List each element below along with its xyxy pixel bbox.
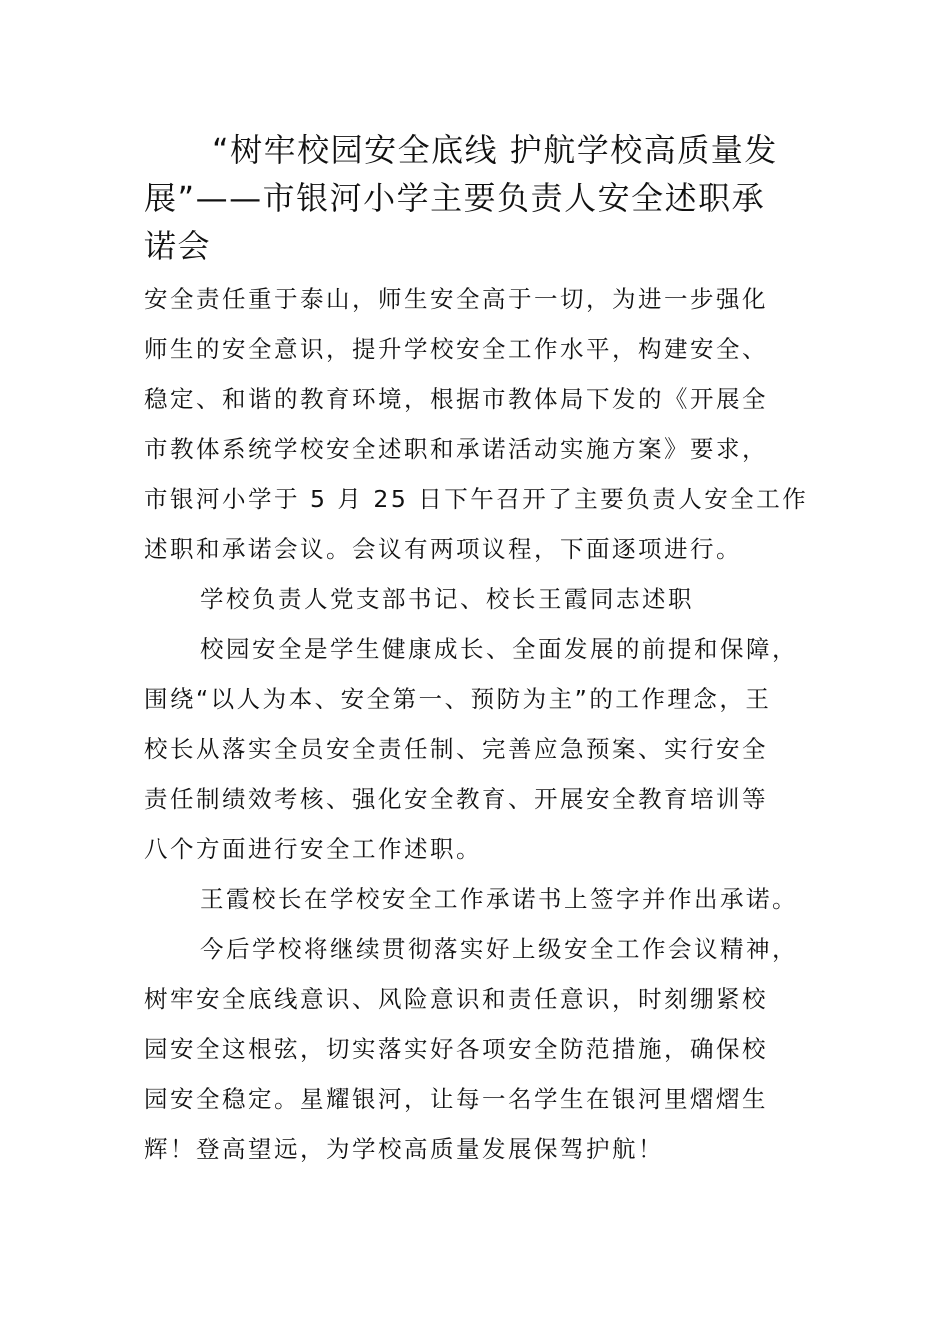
text-line: 校长从落实全员安全责任制、完善应急预案、实行安全 <box>144 735 768 763</box>
document-body <box>144 278 844 1178</box>
text-line: 市教体系统学校安全述职和承诺活动实施方案》要求， <box>144 435 768 463</box>
title-line: “树牢校园安全底线 护航学校高质量发 <box>212 131 778 169</box>
text-line: 市银河小学于 5 月 25 日下午召开了主要负责人安全工作 <box>144 485 809 513</box>
text-line: 学校负责人党支部书记、校长王霞同志述职 <box>200 585 694 613</box>
document-title <box>144 126 824 270</box>
text-line: 校园安全是学生健康成长、全面发展的前提和保障， <box>200 635 798 663</box>
text-line: 围绕“以人为本、安全第一、预防为主”的工作理念，王 <box>144 685 772 713</box>
text-line: 王霞校长在学校安全工作承诺书上签字并作出承诺。 <box>200 885 798 913</box>
text-line: 稳定、和谐的教育环境，根据市教体局下发的《开展全 <box>144 385 768 413</box>
title-line: 诺会 <box>144 227 212 265</box>
paragraph-pledge <box>144 878 844 928</box>
title-line: 展”——市银河小学主要负责人安全述职承 <box>144 179 766 217</box>
text-line: 今后学校将继续贯彻落实好上级安全工作会议精神， <box>200 935 798 963</box>
paragraph-intro <box>144 278 844 578</box>
text-line: 园安全这根弦，切实落实好各项安全防范措施，确保校 <box>144 1035 768 1063</box>
text-line: 师生的安全意识，提升学校安全工作水平，构建安全、 <box>144 335 768 363</box>
text-line: 述职和承诺会议。会议有两项议程，下面逐项进行。 <box>144 535 742 563</box>
text-line: 八个方面进行安全工作述职。 <box>144 835 482 863</box>
paragraph-section-heading <box>144 578 844 628</box>
text-line: 责任制绩效考核、强化安全教育、开展安全教育培训等 <box>144 785 768 813</box>
paragraph-closing <box>144 928 844 1178</box>
text-line: 辉！登高望远，为学校高质量发展保驾护航！ <box>144 1135 664 1163</box>
text-line: 安全责任重于泰山，师生安全高于一切，为进一步强化 <box>144 285 768 313</box>
text-line: 树牢安全底线意识、风险意识和责任意识，时刻绷紧校 <box>144 985 768 1013</box>
text-line: 园安全稳定。星耀银河，让每一名学生在银河里熠熠生 <box>144 1085 768 1113</box>
paragraph-report <box>144 628 844 878</box>
